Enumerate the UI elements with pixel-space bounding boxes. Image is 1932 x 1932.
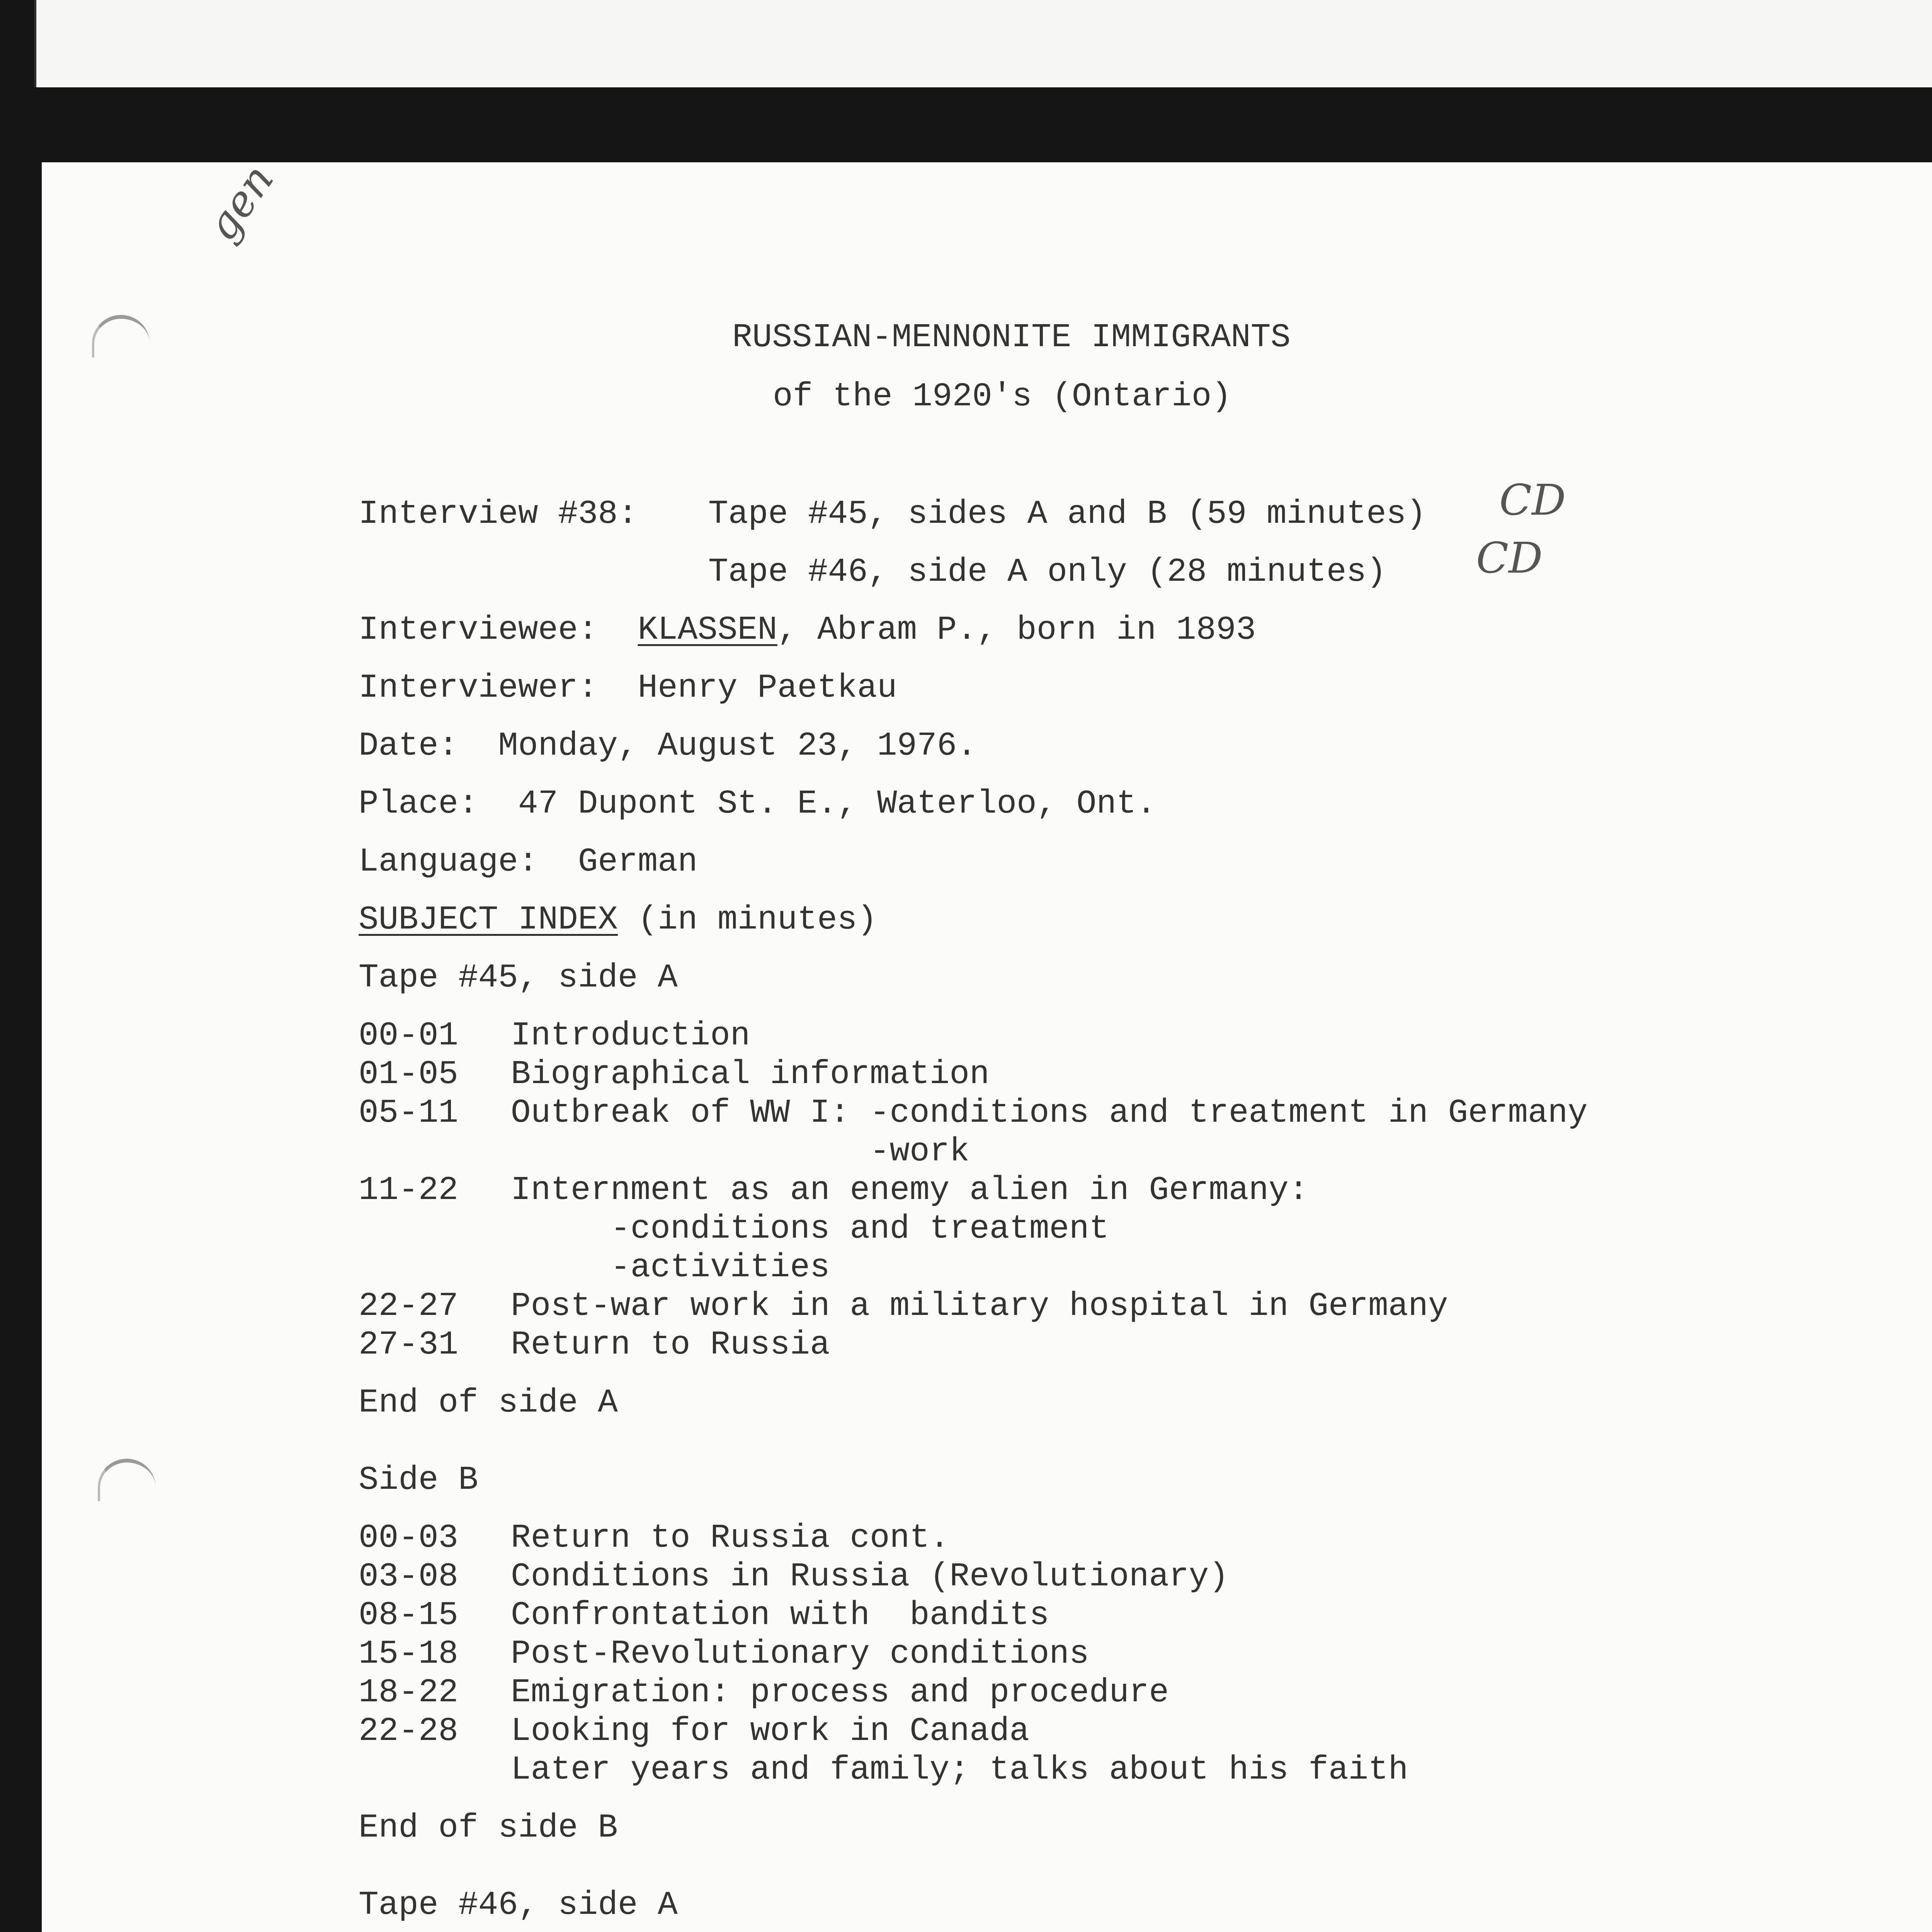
index-topic: Conditions in Russia (Revolutionary) xyxy=(511,1558,1229,1595)
handwritten-corner-note: gen xyxy=(197,155,283,250)
index-range: 22-28 xyxy=(359,1712,459,1750)
index-topic: Biographical information xyxy=(511,1055,990,1093)
previous-page-edge xyxy=(34,0,1932,87)
interviewer-name: Henry Paetkau xyxy=(638,669,897,707)
interviewee-surname: KLASSEN xyxy=(638,611,777,649)
date-value: Monday, August 23, 1976. xyxy=(498,727,977,765)
index-range: 18-22 xyxy=(359,1673,459,1711)
index-topic: Introduction xyxy=(511,1017,750,1054)
section-end: End of side A xyxy=(359,1384,618,1422)
index-range: 00-03 xyxy=(359,1519,459,1557)
index-topic: Emigration: process and procedure xyxy=(511,1673,1169,1711)
interviewee-details: , Abram P., born in 1893 xyxy=(777,611,1256,649)
index-topic: Looking for work in Canada xyxy=(511,1712,1029,1750)
index-topic: Return to Russia xyxy=(511,1326,830,1364)
index-topic: -conditions and treatment xyxy=(511,1210,1109,1248)
section-end: End of side B xyxy=(359,1809,618,1847)
language-row xyxy=(359,842,697,881)
index-topic: Later years and family; talks about his faith xyxy=(511,1751,1408,1789)
punch-hole xyxy=(98,1459,156,1501)
subject-index-heading xyxy=(359,900,877,939)
handwritten-cd-mark: CD xyxy=(1476,533,1543,583)
index-topic: Post-Revolutionary conditions xyxy=(511,1635,1089,1673)
language-value: German xyxy=(578,843,698,881)
index-range: 03-08 xyxy=(359,1558,459,1595)
place-value: 47 Dupont St. E., Waterloo, Ont. xyxy=(518,785,1156,823)
place-row xyxy=(359,784,1156,823)
index-topic: Outbreak of WW I: -conditions and treatment in Germany xyxy=(511,1094,1588,1132)
interviewer-row xyxy=(359,668,897,707)
index-topic: Return to Russia cont. xyxy=(511,1519,950,1557)
subject-index-title: SUBJECT INDEX xyxy=(359,901,618,939)
handwritten-cd-mark: CD xyxy=(1499,475,1566,525)
punch-hole xyxy=(92,315,150,357)
index-topic: Internment as an enemy alien in Germany: xyxy=(511,1171,1309,1209)
section-title: Tape #45, side A xyxy=(359,959,678,997)
section-title: Side B xyxy=(359,1461,478,1499)
subject-index-suffix: (in minutes) xyxy=(617,901,877,939)
index-topic: Post-war work in a military hospital in Germany xyxy=(511,1287,1448,1325)
section-title: Tape #46, side A xyxy=(359,1886,678,1924)
index-topic: -work xyxy=(511,1133,969,1170)
index-range: 15-18 xyxy=(359,1635,459,1673)
index-range: 08-15 xyxy=(359,1596,459,1634)
index-range: 11-22 xyxy=(359,1171,459,1209)
date-label: Date: xyxy=(359,727,459,765)
index-topic: Confrontation with bandits xyxy=(511,1596,1049,1634)
interview-label: Interview #38: xyxy=(359,495,638,533)
index-range: 01-05 xyxy=(359,1055,459,1093)
date-row xyxy=(359,726,977,765)
place-label: Place: xyxy=(359,785,478,823)
tape-line-2: Tape #46, side A only (28 minutes) xyxy=(708,553,1386,591)
interviewer-label: Interviewer: xyxy=(359,669,598,707)
index-range: 22-27 xyxy=(359,1287,459,1325)
index-range: 05-11 xyxy=(359,1094,459,1132)
document-subtitle: of the 1920's (Ontario) xyxy=(773,378,1231,415)
index-range: 00-01 xyxy=(359,1017,459,1054)
language-label: Language: xyxy=(359,843,538,881)
interviewee-label: Interviewee: xyxy=(359,611,598,649)
document-title: RUSSIAN-MENNONITE IMMIGRANTS xyxy=(732,318,1291,356)
tape-line-1: Tape #45, sides A and B (59 minutes) xyxy=(708,495,1426,533)
interviewee-row xyxy=(359,611,1256,649)
index-topic: -activities xyxy=(511,1248,830,1286)
index-range: 27-31 xyxy=(359,1326,459,1364)
